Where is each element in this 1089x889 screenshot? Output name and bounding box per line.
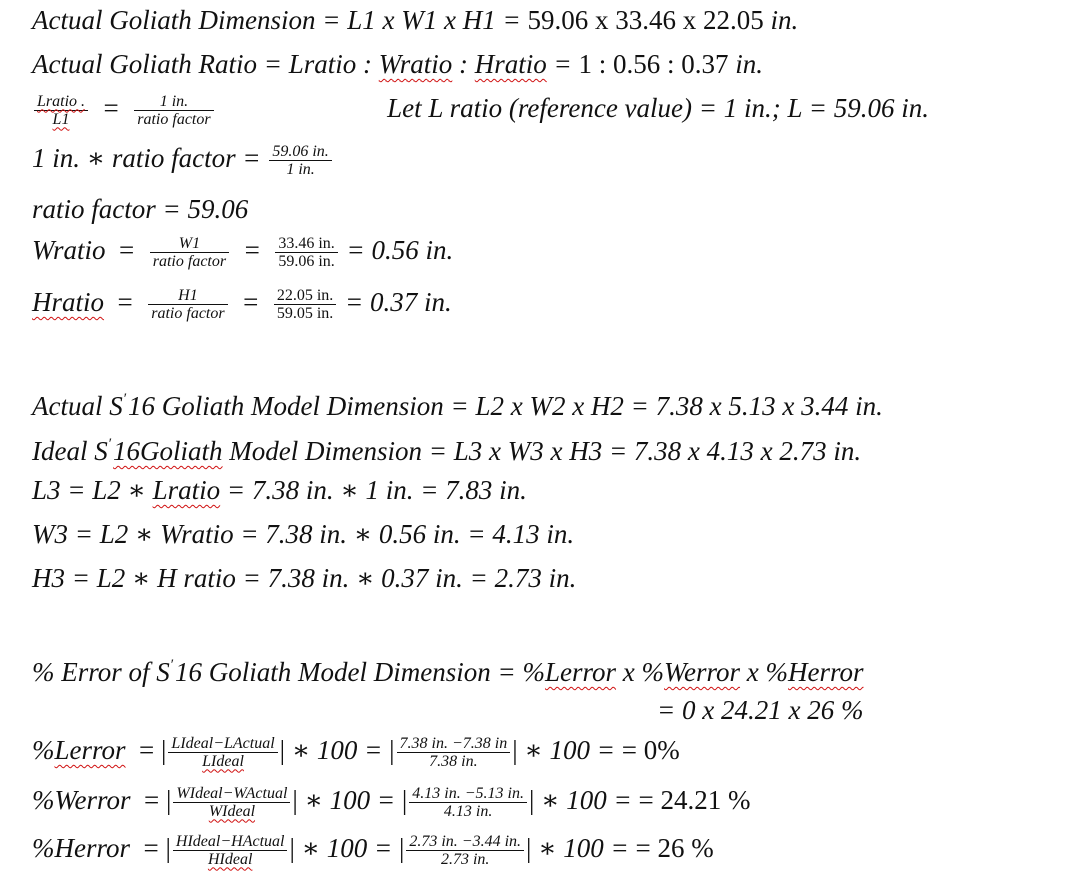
w3-line: W3 = L2 ∗ Wratio = 7.38 in. ∗ 0.56 in. = 4.13 in. [32,519,575,549]
herror-fraction-1 [173,833,288,868]
lerror-fraction-1 [168,735,277,770]
herror-f1-den: HIdeal [207,851,253,869]
herror-lhs: Herror [54,833,131,863]
hratio-f1-num: H1 [148,287,227,305]
herror-times-2: ∗ 100 = [538,833,629,863]
wratio-f2-num: 33.46 in. [275,235,337,253]
herror-times: ∗ 100 = [301,833,393,863]
wratio-lhs: Wratio [32,235,106,265]
goliath-dimension-expr: L1 x W1 x H1 [347,5,496,35]
herror-result: = 26 % [635,833,714,863]
h3-line: H3 = L2 ∗ H ratio = 7.38 in. ∗ 0.37 in. = 2.73 in. [32,563,577,593]
model-actual-line: Actual S′16 Goliath Model Dimension = L2 x W2 x H2 = 7.38 x 5.13 x 3.44 in. [32,391,883,421]
hratio-fraction-2 [274,287,336,322]
hratio-f2-num: 22.05 in. [274,287,336,305]
error-result-line: = 0 x 24.21 x 26 % [657,695,864,725]
werror-line: %Werror = | $\frac{\text{WIdeal−WActual}}{\text{WIdeal}}$ | ∗ 100 = | $\frac{4.13 in. -5.13 in.}{4.13 in.}$ | ∗ 100 = = 24.21 % [32,785,751,821]
l3-line [32,474,527,506]
proportion-right-den: ratio factor [137,111,211,129]
lerror-f1-num: LIdeal−LActual [168,735,277,753]
wratio-fraction-1 [150,235,229,270]
herror-line: %Herror = | $\frac{\text{HIdeal−HActual}}{\text{HIdeal}}$ | ∗ 100 = | $\frac{2.73 in. -3.44 in.}{2.73 in.}$ | ∗ 100 = = 26 % [32,833,714,869]
goliath-ratio-lhs: Actual Goliath Ratio [32,49,257,79]
goliath-ratio-l: Lratio [288,49,357,79]
goliath-dimension-unit: in. [770,5,799,35]
l3-post: = 7.38 in. ∗ 1 in. = 7.83 in. [220,475,527,505]
error-title-l: Lerror [544,657,617,687]
model-ideal-line: Ideal S′16Goliath Model Dimension = L3 x W3 x H3 = 7.38 x 4.13 x 2.73 in. [32,436,862,466]
hratio-lhs: Hratio [32,287,105,317]
model-ideal-post: Model Dimension = L3 x W3 x H3 = 7.38 x 4.13 x 2.73 in. [222,436,862,466]
lerror-f1-den: LIdeal [202,753,244,771]
lerror-result: = 0% [621,735,680,765]
proportion-right-num: 1 in. [134,93,213,111]
error-title-h: Herror [788,657,864,687]
wratio-result: = 0.56 in. [346,235,454,265]
model-actual-post: 16 Goliath Model Dimension = L2 x W2 x H2 = 7.38 x 5.13 x 3.44 in. [128,391,883,421]
goliath-dimension-line: Actual Goliath Dimension = L1 x W1 x H1 = 59.06 x 33.46 x 22.05 in. [32,5,799,35]
herror-f2-num: 2.73 in. −3.44 in. [406,833,524,851]
lerror-f2-den: 7.38 in. [429,753,478,771]
goliath-ratio-h: Hratio [474,49,547,79]
goliath-ratio-line: Actual Goliath Ratio = Lratio : Wratio : Hratio = 1 : 0.56 : 0.37 in. [32,49,764,79]
proportion-note: Let L ratio (reference value) = 1 in.; L = 59.06 in. [387,93,929,123]
wratio-f1-den: ratio factor [152,253,227,271]
herror-f2-den: 2.73 in. [440,851,490,869]
herror-fraction-2 [406,833,524,868]
wratio-fraction-2 [275,235,337,270]
lerror-fraction-2 [397,735,511,770]
hratio-fraction-1 [148,287,227,322]
solve-den: 1 in. [286,161,315,179]
solve-fraction [269,143,331,178]
l3-pre: L3 = L2 ∗ [32,475,153,505]
wratio-f2-den: 59.06 in. [278,253,335,271]
goliath-dimension-values: 59.06 x 33.46 x 22.05 [527,5,764,35]
goliath-ratio-values: 1 : 0.56 : 0.37 [578,49,729,79]
proportion-right-fraction [134,93,213,128]
herror-f1-num: HIdeal−HActual [173,833,288,851]
error-title-line: % Error of S′16 Goliath Model Dimension = %Lerror x %Werror x %Herror [32,657,864,687]
lerror-times-2: ∗ 100 = [524,735,615,765]
wratio-line: Wratio = $\frac{W1}{\text{ratio factor}}$ = $\frac{33.46 in.}{59.06 in.}$ = 0.56 in. [32,235,454,271]
error-title-post: 16 Goliath Model Dimension = % [175,657,545,687]
goliath-ratio-w: Wratio [378,49,453,79]
solve-num: 59.06 in. [269,143,331,161]
proportion-left-den: L1 [52,111,70,129]
proportion-line: $\frac{\text{Lratio .}}{L1}$ = $\frac{1 in.}{\text{ratio factor}}$ Let L ratio (reference value) = 1 in.; L = 59.06 in. [32,92,929,128]
hratio-f1-den: ratio factor [151,305,225,323]
proportion-left-fraction [34,93,88,128]
lerror-line: %Lerror = | $\frac{\text{LIdeal−LActual}}{\text{LIdeal}}$ | ∗ 100 = | $\frac{7.38 in. -7.38 in}{7.38 in.}$ | ∗ 100 = = 0% [32,735,680,771]
hratio-result: = 0.37 in. [345,287,452,317]
lerror-lhs: Lerror [54,735,126,765]
error-title-pre: % Error of S [32,657,170,687]
werror-result: = 24.21 % [638,785,751,815]
goliath-ratio-unit: in. [735,49,764,79]
ratio-factor-line: ratio factor = 59.06 [32,194,249,224]
proportion-left-num: Lratio . [37,93,86,111]
werror-f1-den: WIdeal [208,803,256,821]
werror-fraction-2 [409,785,527,820]
l3-sq: Lratio [152,475,221,505]
error-title-w: Werror [664,657,741,687]
goliath-dimension-lhs: Actual Goliath Dimension [32,5,316,35]
hratio-f2-den: 59.05 in. [276,305,334,323]
model-ideal-mid: 16Goliath [113,436,223,466]
model-ideal-pre: Ideal S [32,436,108,466]
werror-times-2: ∗ 100 = [541,785,632,815]
lerror-times: ∗ 100 = [291,735,383,765]
lerror-f2-num: 7.38 in. −7.38 in [397,735,511,753]
werror-f2-den: 4.13 in. [443,803,493,821]
werror-f2-num: 4.13 in. −5.13 in. [409,785,527,803]
ratio-factor-solve-line [32,142,334,178]
werror-times: ∗ 100 = [304,785,396,815]
werror-lhs: Werror [54,785,131,815]
model-actual-pre: Actual S [32,391,123,421]
wratio-f1-num: W1 [150,235,229,253]
werror-fraction-1 [173,785,290,820]
solve-lhs: 1 in. ∗ ratio factor = [32,143,261,173]
werror-f1-num: WIdeal−WActual [173,785,290,803]
hratio-line: Hratio = $\frac{H1}{\text{ratio factor}}$ = $\frac{22.05 in.}{59.05 in.}$ = 0.37 in. [32,287,452,323]
